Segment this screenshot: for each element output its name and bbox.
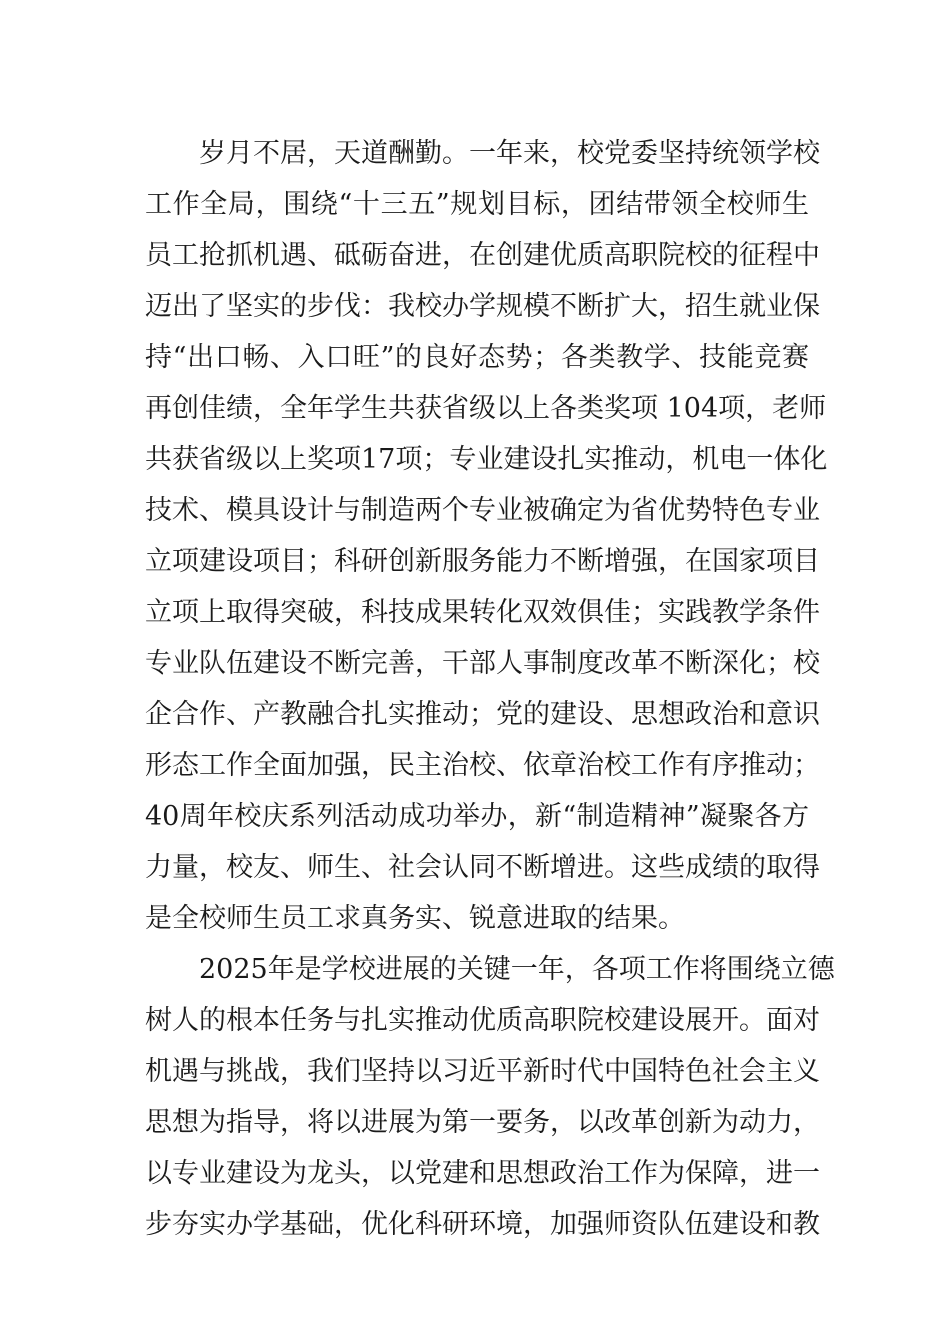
text-line: 思想为指导，将以进展为第一要务，以改革创新为动力， xyxy=(145,1107,820,1138)
text-line: 是全校师生员工求真务实、锐意进取的结果。 xyxy=(145,903,685,934)
text-line: 共获省级以上奖项17项；专业建设扎实推动，机电一体化 xyxy=(145,444,828,475)
text-line: 2025年是学校进展的关键一年，各项工作将围绕立德 xyxy=(199,954,835,985)
text-line: 步夯实办学基础，优化科研环境，加强师资队伍建设和教 xyxy=(145,1209,820,1240)
text-line: 机遇与挑战，我们坚持以习近平新时代中国特色社会主义 xyxy=(145,1056,820,1087)
text-line: 树人的根本任务与扎实推动优质高职院校建设展开。面对 xyxy=(145,1005,820,1036)
text-line: 立项上取得突破，科技成果转化双效俱佳；实践教学条件 xyxy=(145,597,820,628)
text-line: 工作全局，围绕“十三五”规划目标，团结带领全校师生 xyxy=(145,189,809,220)
text-line: 形态工作全面加强，民主治校、依章治校工作有序推动； xyxy=(145,750,820,781)
paragraph-2025-plan xyxy=(145,944,835,1250)
text-line: 以专业建设为龙头，以党建和思想政治工作为保障，进一 xyxy=(145,1158,820,1189)
text-line: 持“出口畅、入口旺”的良好态势；各类教学、技能竞赛 xyxy=(145,342,809,373)
text-line: 岁月不居，天道酬勤。一年来，校党委坚持统领学校 xyxy=(199,138,820,169)
text-line: 立项建设项目；科研创新服务能力不断增强，在国家项目 xyxy=(145,546,820,577)
text-line: 迈出了坚实的步伐：我校办学规模不断扩大，招生就业保 xyxy=(145,291,820,322)
text-line: 专业队伍建设不断完善，干部人事制度改革不断深化；校 xyxy=(145,648,820,679)
text-line: 技术、模具设计与制造两个专业被确定为省优势特色专业 xyxy=(145,495,820,526)
text-line: 企合作、产教融合扎实推动；党的建设、思想政治和意识 xyxy=(145,699,820,730)
text-line: 40周年校庆系列活动成功举办，新“制造精神”凝聚各方 xyxy=(145,801,809,832)
text-line: 力量，校友、师生、社会认同不断增进。这些成绩的取得 xyxy=(145,852,820,883)
document-body xyxy=(145,128,835,1250)
text-line: 再创佳绩，全年学生共获省级以上各类奖项 104项，老师 xyxy=(145,393,827,424)
paragraph-achievements xyxy=(145,128,828,944)
text-line: 员工抢抓机遇、砥砺奋进，在创建优质高职院校的征程中 xyxy=(145,240,820,271)
